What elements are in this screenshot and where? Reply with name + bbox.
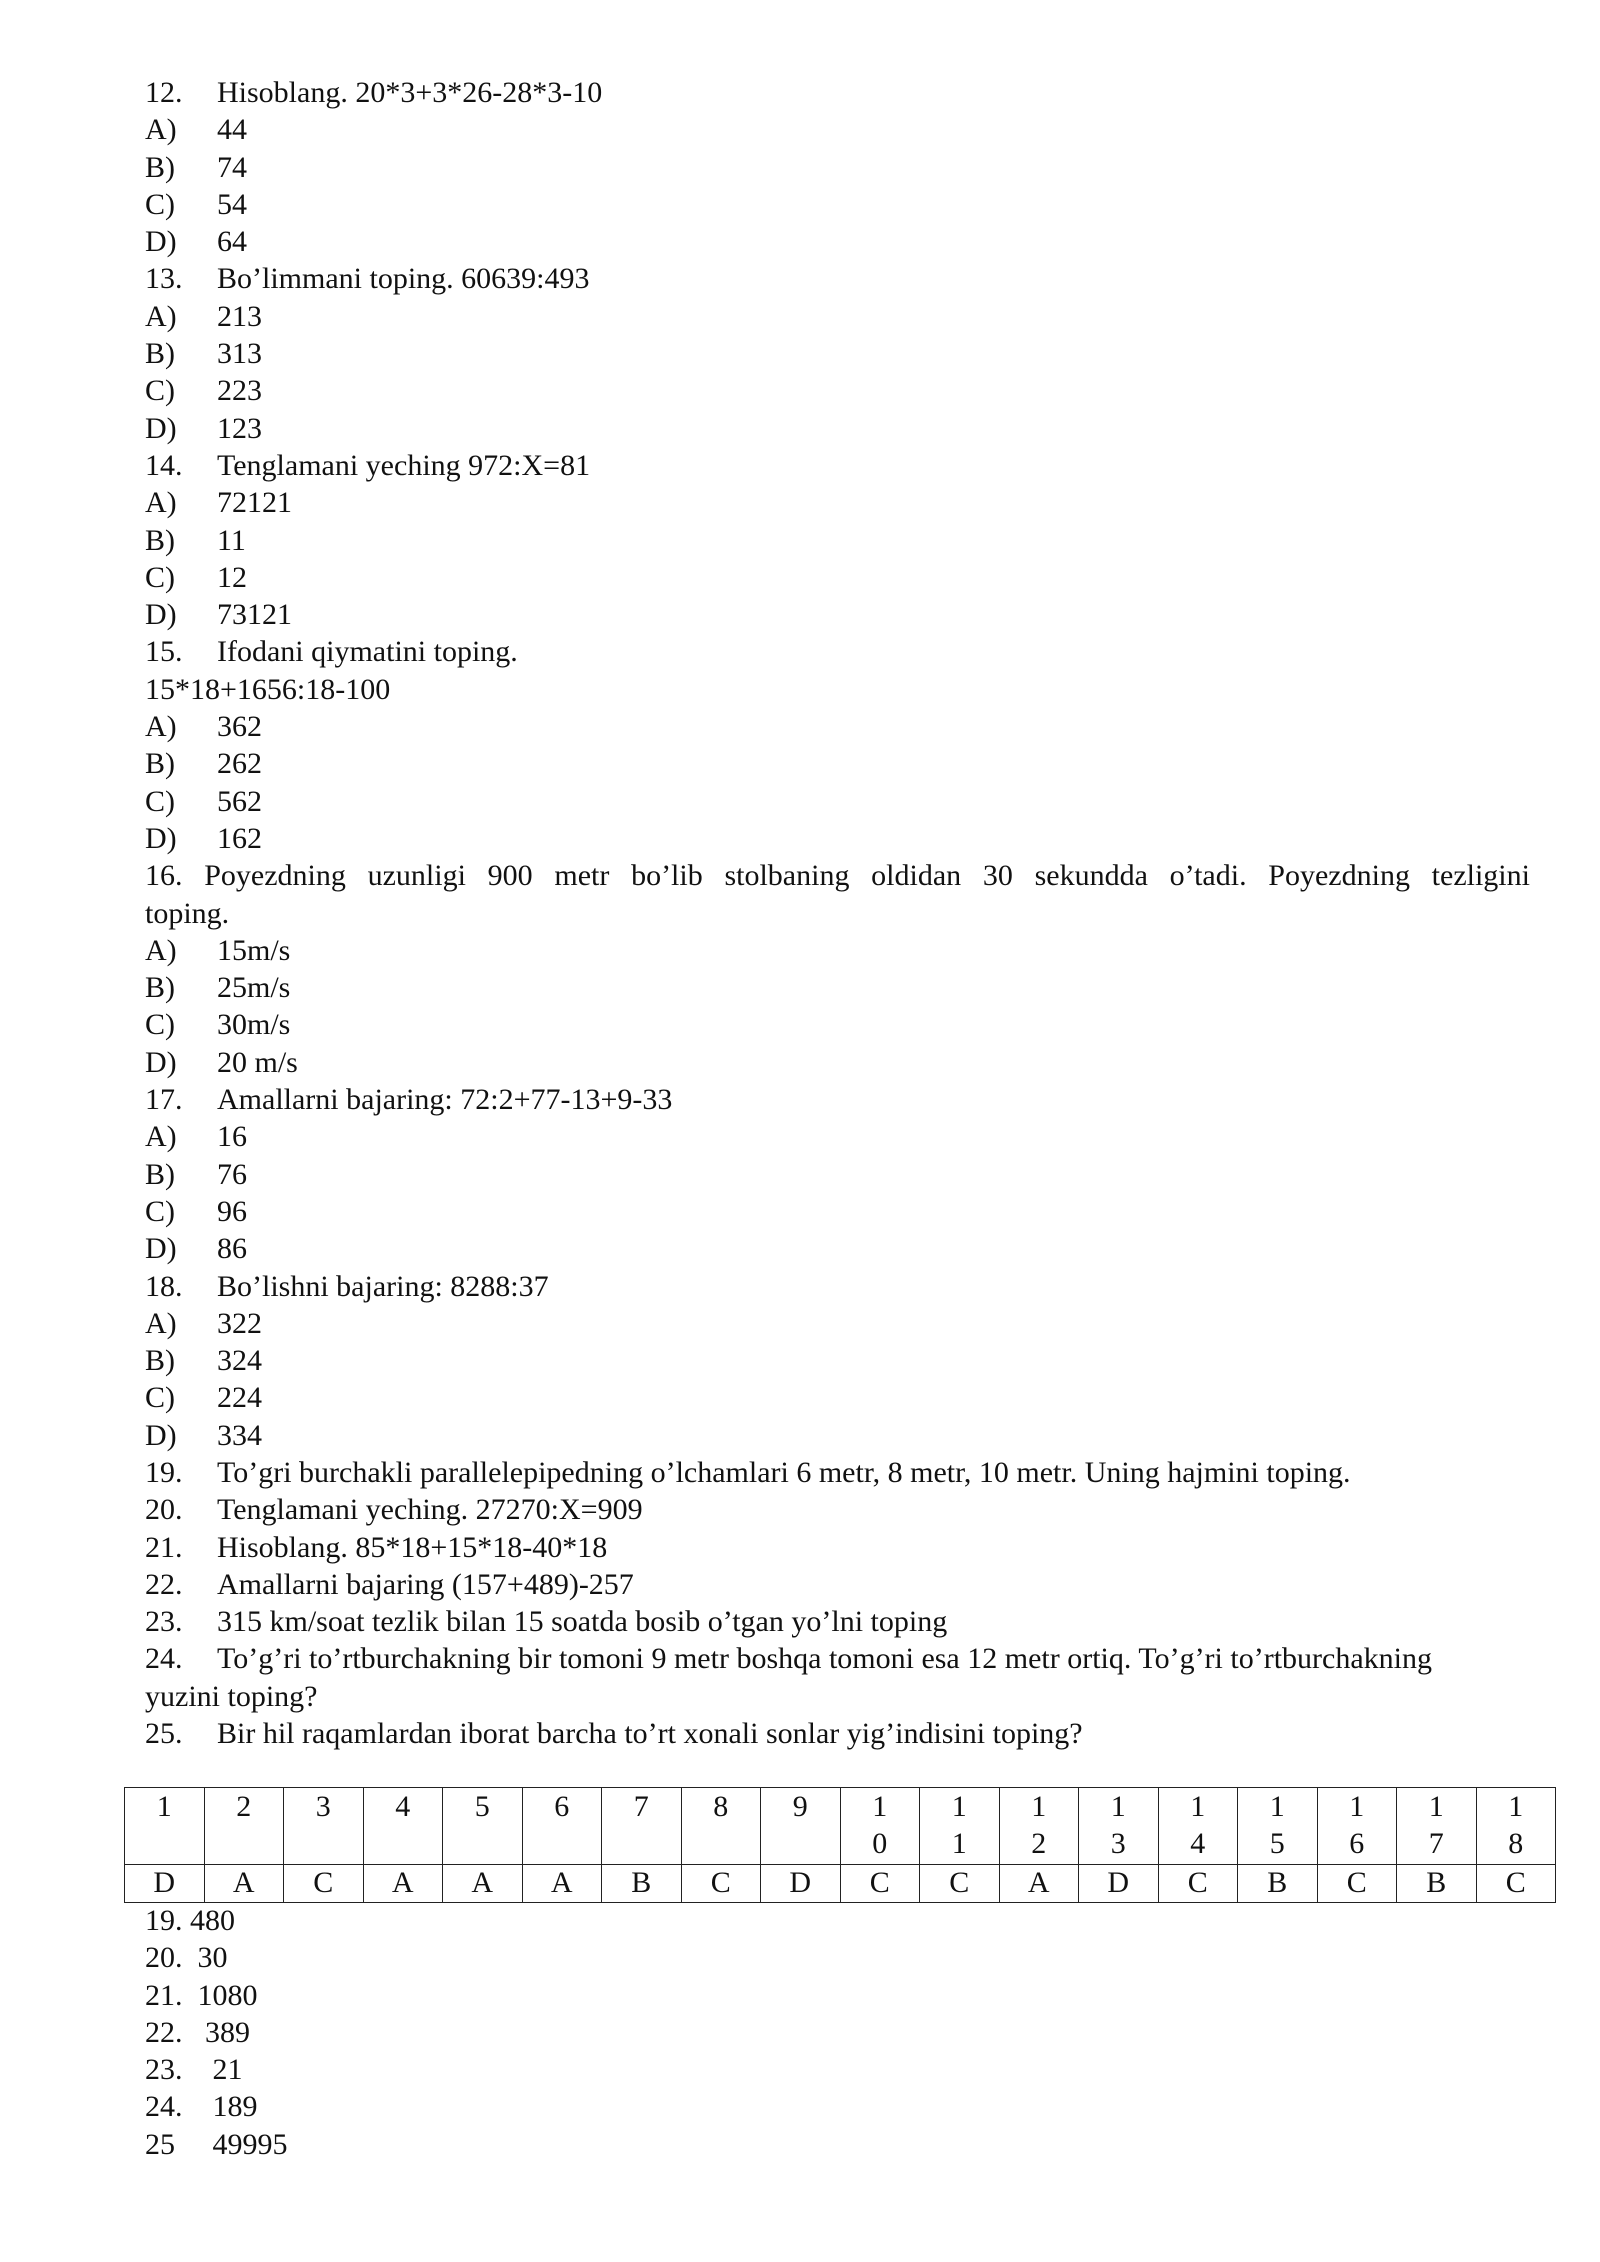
key-answer-cell: C (284, 1865, 364, 1903)
key-number-cell (681, 1788, 761, 1865)
item-label: 21. (145, 1530, 183, 1564)
question-line (145, 484, 1530, 521)
key-answer-cell: D (125, 1865, 205, 1903)
item-text: 334 (217, 1418, 262, 1452)
open-answer-line: 23. 21 (145, 2053, 243, 2087)
question-line (145, 1044, 1530, 1081)
item-text: Bo’lishni bajaring: 8288:37 (217, 1269, 549, 1303)
question-line (145, 1156, 1530, 1193)
key-number-digit: 1 (872, 1790, 888, 1823)
item-label: C) (145, 1381, 175, 1415)
key-answer-cell: D (1079, 1865, 1159, 1903)
item-text: 224 (217, 1381, 262, 1415)
item-label: D) (145, 598, 177, 632)
q16-word: 30 (982, 859, 1013, 893)
key-answer-cell: C (920, 1865, 1000, 1903)
question-line (145, 1193, 1530, 1230)
option-line (145, 820, 1530, 857)
item-text: Amallarni bajaring: 72:2+77-13+9-33 (217, 1083, 673, 1117)
document-page (145, 74, 1530, 1752)
item-text: 324 (217, 1344, 262, 1378)
item-text: Bo’limmani toping. 60639:493 (217, 262, 590, 296)
question-line (145, 335, 1530, 372)
key-number-digit: 1 (1508, 1790, 1524, 1823)
key-number-digit: 1 (951, 1827, 967, 1860)
key-answer-cell: A (522, 1865, 602, 1903)
key-number-digit: 1 (1349, 1790, 1365, 1823)
q25-text: Bir hil raqamlardan iborat barcha to’rt xonali sonlar yig’indisini toping? (217, 1717, 1083, 1751)
item-text: 20 m/s (217, 1045, 298, 1079)
item-label: B) (145, 747, 175, 781)
item-text: To’g’ri to’rtburchakning bir tomoni 9 metr boshqa tomoni esa 12 metr ortiq. To’g’ri to’rtburchakning (217, 1642, 1432, 1676)
q16-word: bo’lib (631, 859, 703, 893)
item-text: Amallarni bajaring (157+489)-257 (217, 1567, 634, 1601)
item-label: 12. (145, 76, 183, 109)
key-number-cell (1317, 1788, 1397, 1865)
item-label: A) (145, 299, 177, 333)
key-answer-cell: C (1476, 1865, 1556, 1903)
item-label: 17. (145, 1083, 183, 1117)
item-label: B) (145, 1157, 175, 1191)
item-text: 44 (217, 113, 247, 147)
item-text: 64 (217, 225, 247, 259)
key-number-digit: 1 (156, 1790, 172, 1823)
key-answer-cell: A (443, 1865, 523, 1903)
key-number-cell (284, 1788, 364, 1865)
question-line (145, 1379, 1530, 1416)
q15-expression: 15*18+1656:18-100 (145, 672, 391, 706)
q16-word: stolbaning (724, 859, 850, 893)
question-line (145, 298, 1530, 335)
key-number-digit: 1 (1269, 1790, 1285, 1823)
q16-word: metr (554, 859, 610, 893)
key-number-digit: 3 (315, 1790, 331, 1823)
key-number-cell (1079, 1788, 1159, 1865)
key-number-digit: 2 (236, 1790, 252, 1823)
option-line (145, 745, 1530, 782)
key-number-cell (602, 1788, 682, 1865)
item-text: 76 (217, 1157, 247, 1191)
key-number-digit: 4 (395, 1790, 411, 1823)
option-line (145, 783, 1530, 820)
item-label: 20. (145, 1493, 183, 1527)
key-number-cell (125, 1788, 205, 1865)
questions-16-24 (145, 932, 1530, 1678)
q16-word: sekundda (1034, 859, 1148, 893)
question-line (145, 932, 1530, 969)
key-answer-cell: D (761, 1865, 841, 1903)
item-label: 19. (145, 1455, 183, 1489)
key-number-digit: 3 (1110, 1827, 1126, 1860)
key-number-digit: 2 (1031, 1827, 1047, 1860)
answer-key-numbers-row (125, 1788, 1556, 1865)
question-line (145, 522, 1530, 559)
question-line (145, 1566, 1530, 1603)
question-line (145, 1417, 1530, 1454)
option-line (145, 708, 1530, 745)
item-text: 30m/s (217, 1008, 291, 1042)
key-number-digit: 1 (1190, 1790, 1206, 1823)
key-number-digit: 1 (951, 1790, 967, 1823)
open-answers-list (145, 1902, 288, 2163)
item-text: Hisoblang. 20*3+3*26-28*3-10 (217, 76, 603, 109)
key-answer-cell: B (602, 1865, 682, 1903)
key-number-digit: 5 (474, 1790, 490, 1823)
answer-key-table (124, 1787, 1556, 1903)
question-25 (145, 1715, 1530, 1752)
key-number-cell (522, 1788, 602, 1865)
open-answer-line: 22. 389 (145, 2015, 250, 2049)
key-number-digit: 6 (1349, 1827, 1365, 1860)
item-text: Hisoblang. 85*18+15*18-40*18 (217, 1530, 608, 1564)
item-text: 223 (217, 374, 262, 408)
key-number-cell (1158, 1788, 1238, 1865)
item-label: A) (145, 486, 177, 520)
item-text: 86 (217, 1232, 247, 1266)
key-number-cell (840, 1788, 920, 1865)
question-line (145, 223, 1530, 260)
item-text: 213 (217, 299, 262, 333)
item-label: A) (145, 1306, 177, 1340)
item-label: D) (145, 1045, 177, 1079)
key-number-digit: 9 (792, 1790, 808, 1823)
q15-options (145, 708, 1530, 857)
key-answer-cell: B (1238, 1865, 1318, 1903)
key-number-digit: 8 (713, 1790, 729, 1823)
answer-key-answers-row (125, 1865, 1556, 1903)
key-answer-cell: C (681, 1865, 761, 1903)
question-line (145, 1081, 1530, 1118)
question-line (145, 1268, 1530, 1305)
item-label: C) (145, 1008, 175, 1042)
key-number-digit: 8 (1508, 1827, 1524, 1860)
question-line (145, 1342, 1530, 1379)
item-label: 22. (145, 1567, 183, 1601)
question-line (145, 410, 1530, 447)
item-text: 123 (217, 411, 262, 445)
item-label: C) (145, 1194, 175, 1228)
item-label: C) (145, 187, 175, 221)
open-answer-line: 19. 480 (145, 1904, 235, 1937)
item-label: A) (145, 1120, 177, 1154)
item-text: 72121 (217, 486, 292, 520)
open-answer-line: 20. 30 (145, 1941, 228, 1975)
q16-continuation: toping. (145, 896, 230, 930)
item-text: 322 (217, 1306, 262, 1340)
key-number-digit: 4 (1190, 1827, 1206, 1860)
question-line (145, 1006, 1530, 1043)
q16-first-line (145, 857, 1530, 894)
item-label: C) (145, 784, 175, 818)
item-label: 23. (145, 1605, 183, 1639)
item-label: C) (145, 560, 175, 594)
key-answer-cell: C (1317, 1865, 1397, 1903)
question-line (145, 260, 1530, 297)
key-number-cell (443, 1788, 523, 1865)
q24-continuation: yuzini toping? (145, 1679, 318, 1713)
question-line (145, 1230, 1530, 1267)
q16-word: tezligini (1431, 859, 1530, 893)
key-answer-cell: A (363, 1865, 443, 1903)
question-line (145, 1454, 1530, 1491)
item-label: B) (145, 337, 175, 371)
key-answer-cell: B (1397, 1865, 1477, 1903)
key-number-cell (1238, 1788, 1318, 1865)
item-text: 73121 (217, 598, 292, 632)
item-text: 562 (217, 784, 262, 818)
key-number-digit: 7 (1428, 1827, 1444, 1860)
item-text: 11 (217, 523, 246, 557)
q16-word: o’tadi. (1169, 859, 1247, 893)
item-label: D) (145, 1232, 177, 1266)
item-label: D) (145, 225, 177, 259)
q16-word: oldidan (871, 859, 962, 893)
item-label: B) (145, 150, 175, 184)
key-answer-cell: A (999, 1865, 1079, 1903)
key-number-cell (920, 1788, 1000, 1865)
item-label: B) (145, 1344, 175, 1378)
item-text: Ifodani qiymatini toping. (217, 635, 518, 669)
key-number-digit: 6 (554, 1790, 570, 1823)
open-answer-line: 24. 189 (145, 2090, 258, 2124)
question-line (145, 111, 1530, 148)
item-text: Tenglamani yeching 972:X=81 (217, 448, 591, 482)
questions-12-15 (145, 74, 1530, 671)
q16-word: uzunligi (367, 859, 466, 893)
item-label: 24. (145, 1642, 183, 1676)
open-answer-line: 21. 1080 (145, 1978, 258, 2012)
key-answer-cell: C (840, 1865, 920, 1903)
item-label: D) (145, 411, 177, 445)
item-text: 15m/s (217, 933, 291, 967)
question-line (145, 969, 1530, 1006)
question-line (145, 1603, 1530, 1640)
item-text: 54 (217, 187, 247, 221)
question-line (145, 1529, 1530, 1566)
item-text: 96 (217, 1194, 247, 1228)
question-line (145, 74, 1530, 111)
item-text: 362 (217, 710, 262, 744)
item-text: 262 (217, 747, 262, 781)
item-label: A) (145, 933, 177, 967)
question-line (145, 186, 1530, 223)
question-line (145, 447, 1530, 484)
item-label: B) (145, 523, 175, 557)
item-text: 162 (217, 821, 262, 855)
q16-number: 16. (145, 859, 183, 893)
key-number-digit: 7 (633, 1790, 649, 1823)
key-number-digit: 0 (872, 1827, 888, 1860)
question-line (145, 149, 1530, 186)
item-label: D) (145, 821, 177, 855)
key-number-digit: 1 (1110, 1790, 1126, 1823)
item-label: A) (145, 113, 177, 147)
item-text: 16 (217, 1120, 247, 1154)
item-label: 18. (145, 1269, 183, 1303)
item-label: A) (145, 710, 177, 744)
question-16 (145, 857, 1530, 932)
question-line (145, 372, 1530, 409)
question-line (145, 596, 1530, 633)
key-answer-cell: C (1158, 1865, 1238, 1903)
q16-word: Poyezdning (1268, 859, 1410, 893)
question-line (145, 559, 1530, 596)
key-number-cell (1476, 1788, 1556, 1865)
question-line (145, 1118, 1530, 1155)
item-text: 25m/s (217, 971, 291, 1005)
item-text: Tenglamani yeching. 27270:X=909 (217, 1493, 643, 1527)
key-number-digit: 1 (1031, 1790, 1047, 1823)
item-text: 12 (217, 560, 247, 594)
item-label: D) (145, 1418, 177, 1452)
item-label: C) (145, 374, 175, 408)
key-number-cell (761, 1788, 841, 1865)
key-answer-cell: A (204, 1865, 284, 1903)
q16-word: Poyezdning (204, 859, 346, 893)
key-number-digit: 1 (1428, 1790, 1444, 1823)
q25-number: 25. (145, 1717, 183, 1751)
question-line (145, 1305, 1530, 1342)
key-number-digit: 5 (1269, 1827, 1285, 1860)
item-label: 13. (145, 262, 183, 296)
q16-word: 900 (487, 859, 533, 893)
question-line (145, 1640, 1530, 1677)
question-line (145, 1491, 1530, 1528)
item-label: 14. (145, 448, 183, 482)
item-text: 74 (217, 150, 247, 184)
question-line (145, 633, 1530, 670)
key-number-cell (204, 1788, 284, 1865)
item-text: 313 (217, 337, 262, 371)
key-number-cell (1397, 1788, 1477, 1865)
item-text: To’gri burchakli parallelepipedning o’lchamlari 6 metr, 8 metr, 10 metr. Uning hajmini toping. (217, 1455, 1351, 1489)
open-answer-line: 25 49995 (145, 2127, 288, 2161)
item-text: 315 km/soat tezlik bilan 15 soatda bosib o’tgan yo’lni toping (217, 1605, 948, 1639)
key-number-cell (363, 1788, 443, 1865)
item-label: 15. (145, 635, 183, 669)
item-label: B) (145, 971, 175, 1005)
key-number-cell (999, 1788, 1079, 1865)
